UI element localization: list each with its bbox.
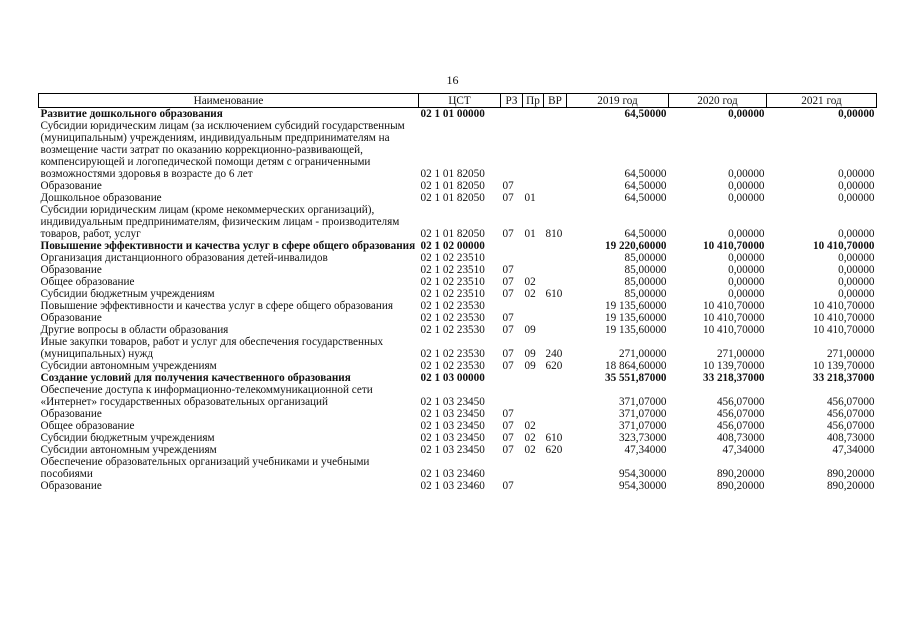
row-2019: 85,00000	[624, 264, 667, 276]
row-name: Образование	[40, 312, 102, 324]
row-pr: 01	[524, 192, 536, 204]
row-cst: 02 1 03 23450	[420, 420, 485, 432]
row-2021: 47,34000	[832, 444, 875, 456]
row-name: Субсидии бюджетным учреждениям	[40, 432, 215, 444]
row-2019: 64,50000	[624, 180, 667, 192]
row-pr	[523, 240, 544, 252]
table-row	[39, 264, 877, 276]
header-row	[39, 94, 877, 108]
row-2019: 85,00000	[624, 288, 667, 300]
row-vr: 620	[545, 444, 563, 456]
row-name: Развитие дошкольного образования	[40, 108, 223, 120]
budget-table	[38, 93, 877, 492]
row-vr	[544, 108, 567, 121]
row-2021: 890,20000	[826, 468, 875, 480]
row-2019: 954,30000	[618, 480, 667, 492]
row-cst: 02 1 02 23510	[420, 288, 485, 300]
row-rz: 07	[502, 420, 514, 432]
row-cst: 02 1 02 23530	[420, 324, 485, 336]
row-cst: 02 1 01 82050	[420, 180, 485, 192]
row-name: Повышение эффективности и качества услуг в сфере общего образования	[40, 240, 416, 252]
row-name: Субсидии бюджетным учреждениям	[40, 288, 215, 300]
table-row	[39, 360, 877, 372]
row-2019: 35 551,87000	[604, 372, 667, 384]
row-cst: 02 1 03 00000	[420, 372, 485, 384]
row-cst: 02 1 03 23460	[420, 468, 485, 480]
row-name: Субсидии автономным учреждениям	[40, 360, 217, 372]
row-2020: 0,00000	[728, 168, 765, 180]
table-row	[39, 408, 877, 420]
table-row	[39, 252, 877, 264]
row-2019: 371,07000	[618, 420, 667, 432]
row-2019: 19 135,60000	[604, 312, 667, 324]
row-2021: 0,00000	[838, 180, 875, 192]
row-2020: 0,00000	[728, 252, 765, 264]
row-vr	[544, 276, 567, 288]
row-2020: 408,73000	[716, 432, 765, 444]
row-2019: 371,07000	[618, 396, 667, 408]
row-2020: 890,20000	[716, 468, 765, 480]
row-cst: 02 1 03 23460	[420, 480, 485, 492]
row-name: Субсидии юридическим лицам (кроме некоммерческих организаций), индивидуальным предпринимателям, физическим лицам - производителям товаров, работ, услуг	[40, 204, 400, 240]
row-2020: 10 139,70000	[702, 360, 765, 372]
row-name: Образование	[40, 480, 102, 492]
row-2019: 19 135,60000	[604, 300, 667, 312]
header-cst: ЦСТ	[419, 94, 501, 108]
row-pr	[523, 456, 544, 480]
page-number: 16	[446, 73, 459, 87]
row-2021: 10 410,70000	[812, 300, 875, 312]
row-pr: 02	[524, 444, 536, 456]
row-2019: 64,50000	[624, 168, 667, 180]
row-pr: 02	[524, 276, 536, 288]
row-vr	[544, 264, 567, 276]
row-rz: 07	[502, 276, 514, 288]
row-2019: 64,50000	[624, 192, 667, 204]
row-pr: 09	[524, 324, 536, 336]
row-2021: 10 410,70000	[812, 324, 875, 336]
row-rz: 07	[502, 480, 514, 492]
row-2020: 0,00000	[728, 288, 765, 300]
table-row	[39, 204, 877, 240]
header-pr: Пр	[523, 94, 544, 108]
row-pr	[523, 264, 544, 276]
row-2019: 954,30000	[618, 468, 667, 480]
row-2019: 64,50000	[624, 228, 667, 240]
row-cst: 02 1 01 82050	[420, 228, 485, 240]
row-cst: 02 1 02 23510	[420, 276, 485, 288]
row-cst: 02 1 01 82050	[420, 192, 485, 204]
table-header	[39, 94, 877, 108]
header-2019: 2019 год	[567, 94, 669, 108]
row-2021: 456,07000	[826, 396, 875, 408]
row-rz: 07	[502, 360, 514, 372]
table-row-section	[39, 372, 877, 384]
row-rz: 07	[502, 288, 514, 300]
row-cst: 02 1 03 23450	[420, 396, 485, 408]
row-2021: 10 410,70000	[812, 240, 875, 252]
row-2020: 0,00000	[728, 228, 765, 240]
row-2021: 456,07000	[826, 408, 875, 420]
row-2021: 0,00000	[838, 192, 875, 204]
row-vr	[544, 192, 567, 204]
header-vr: ВР	[544, 94, 567, 108]
row-2020: 0,00000	[728, 180, 765, 192]
row-rz	[501, 240, 523, 252]
row-2021: 0,00000	[838, 264, 875, 276]
row-pr: 02	[524, 432, 536, 444]
row-pr	[523, 312, 544, 324]
table-row	[39, 456, 877, 480]
row-2020: 456,07000	[716, 396, 765, 408]
row-2021: 408,73000	[826, 432, 875, 444]
row-cst: 02 1 02 23530	[420, 312, 485, 324]
row-2020: 33 218,37000	[702, 372, 765, 384]
row-2021: 0,00000	[838, 288, 875, 300]
row-name: Повышение эффективности и качества услуг в сфере общего образования	[40, 300, 394, 312]
row-2020: 0,00000	[728, 264, 765, 276]
row-2021: 0,00000	[838, 168, 875, 180]
header-2020: 2020 год	[669, 94, 767, 108]
row-rz: 07	[502, 348, 514, 360]
row-2019: 371,07000	[618, 408, 667, 420]
row-rz	[501, 120, 523, 180]
row-cst: 02 1 02 23530	[420, 360, 485, 372]
table-row	[39, 300, 877, 312]
row-2021: 271,00000	[826, 348, 875, 360]
row-2021: 10 139,70000	[812, 360, 875, 372]
row-2021: 0,00000	[838, 276, 875, 288]
row-pr	[523, 480, 544, 492]
table-row	[39, 288, 877, 300]
row-2020: 0,00000	[728, 192, 765, 204]
table-row	[39, 192, 877, 204]
header-2021: 2021 год	[767, 94, 877, 108]
row-cst: 02 1 03 23450	[420, 432, 485, 444]
row-name: Субсидии автономным учреждениям	[40, 444, 217, 456]
row-2021: 10 410,70000	[812, 312, 875, 324]
row-pr: 01	[524, 228, 536, 240]
row-rz	[501, 300, 523, 312]
row-cst: 02 1 03 23450	[420, 408, 485, 420]
row-rz: 07	[502, 180, 514, 192]
row-name: Субсидии юридическим лицам (за исключением субсидий государственным (муниципальным) учреждениям, индивидуальным предпринимателям на возмещение части затрат по оказанию коррекционно-развивающей, компенсирующей и логопедической помощи детям с ограниченными возможностями здоровья в возрасте до 6 лет	[40, 120, 405, 180]
row-2021: 33 218,37000	[812, 372, 875, 384]
row-rz: 07	[502, 264, 514, 276]
row-vr	[544, 180, 567, 192]
row-2020: 0,00000	[728, 276, 765, 288]
row-vr	[544, 408, 567, 420]
row-name: Организация дистанционного образования детей-инвалидов	[40, 252, 328, 264]
row-2020: 10 410,70000	[702, 240, 765, 252]
table-row-section	[39, 240, 877, 252]
row-2019: 18 864,60000	[604, 360, 667, 372]
row-vr	[544, 312, 567, 324]
row-vr	[544, 324, 567, 336]
row-name: Обеспечение образовательных организаций учебниками и учебными пособиями	[40, 456, 370, 480]
table-row	[39, 480, 877, 492]
row-2021: 0,00000	[838, 228, 875, 240]
row-vr	[544, 252, 567, 264]
row-2021: 456,07000	[826, 420, 875, 432]
row-2019: 64,50000	[624, 108, 667, 120]
row-2020: 10 410,70000	[702, 312, 765, 324]
row-2020: 456,07000	[716, 420, 765, 432]
row-pr	[523, 252, 544, 264]
table-row-section	[39, 108, 877, 121]
row-vr	[544, 300, 567, 312]
row-rz: 07	[502, 432, 514, 444]
table-body	[39, 108, 877, 493]
table-row	[39, 444, 877, 456]
row-rz	[501, 252, 523, 264]
row-pr	[523, 384, 544, 408]
row-pr	[523, 120, 544, 180]
row-pr	[523, 408, 544, 420]
row-rz: 07	[502, 312, 514, 324]
table-row	[39, 324, 877, 336]
row-cst: 02 1 02 23510	[420, 252, 485, 264]
row-pr: 09	[524, 360, 536, 372]
row-name: Дошкольное образование	[40, 192, 162, 204]
row-2019: 85,00000	[624, 276, 667, 288]
row-name: Иные закупки товаров, работ и услуг для обеспечения государственных (муниципальных) нужд	[40, 336, 384, 360]
row-pr	[523, 108, 544, 121]
row-name: Другие вопросы в области образования	[40, 324, 229, 336]
row-cst: 02 1 02 23510	[420, 264, 485, 276]
row-rz: 07	[502, 408, 514, 420]
row-2021: 0,00000	[838, 108, 875, 120]
row-name: Образование	[40, 264, 102, 276]
row-pr	[523, 180, 544, 192]
table-row	[39, 336, 877, 360]
row-rz	[501, 384, 523, 408]
table-row	[39, 276, 877, 288]
row-vr	[544, 240, 567, 252]
table-row	[39, 432, 877, 444]
row-cst: 02 1 02 23530	[420, 300, 485, 312]
row-vr: 620	[545, 360, 563, 372]
row-cst: 02 1 02 00000	[420, 240, 485, 252]
row-name: Обеспечение доступа к информационно-телекоммуникационной сети «Интернет» государственных образовательных организаций	[40, 384, 373, 408]
row-vr: 610	[545, 288, 563, 300]
row-pr: 02	[524, 288, 536, 300]
row-vr	[544, 420, 567, 432]
row-cst: 02 1 03 23450	[420, 444, 485, 456]
row-vr: 240	[545, 348, 563, 360]
row-2020: 0,00000	[728, 108, 765, 120]
row-2021: 890,20000	[826, 480, 875, 492]
row-rz: 07	[502, 228, 514, 240]
row-2019: 323,73000	[618, 432, 667, 444]
row-pr	[523, 372, 544, 384]
row-name: Образование	[40, 408, 102, 420]
row-vr	[544, 372, 567, 384]
row-vr: 810	[545, 228, 563, 240]
row-name: Общее образование	[40, 420, 135, 432]
row-rz	[501, 108, 523, 121]
row-2019: 19 135,60000	[604, 324, 667, 336]
table-row	[39, 120, 877, 180]
row-name: Создание условий для получения качественного образования	[40, 372, 351, 384]
row-pr	[523, 300, 544, 312]
row-rz: 07	[502, 444, 514, 456]
row-vr	[544, 384, 567, 408]
row-vr	[544, 456, 567, 480]
row-2020: 10 410,70000	[702, 324, 765, 336]
row-2020: 456,07000	[716, 408, 765, 420]
row-pr: 09	[524, 348, 536, 360]
row-2019: 47,34000	[624, 444, 667, 456]
row-rz	[501, 456, 523, 480]
table-row	[39, 312, 877, 324]
row-cst: 02 1 02 23530	[420, 348, 485, 360]
row-rz	[501, 372, 523, 384]
header-name: Наименование	[39, 94, 419, 108]
row-pr: 02	[524, 420, 536, 432]
table-row	[39, 420, 877, 432]
row-name: Общее образование	[40, 276, 135, 288]
row-cst: 02 1 01 00000	[420, 108, 485, 120]
row-2020: 47,34000	[722, 444, 765, 456]
row-2019: 271,00000	[618, 348, 667, 360]
row-rz: 07	[502, 324, 514, 336]
row-2020: 10 410,70000	[702, 300, 765, 312]
table-row	[39, 180, 877, 192]
row-vr	[544, 480, 567, 492]
row-2021: 0,00000	[838, 252, 875, 264]
row-rz: 07	[502, 192, 514, 204]
row-2020: 890,20000	[716, 480, 765, 492]
row-2019: 85,00000	[624, 252, 667, 264]
row-cst: 02 1 01 82050	[420, 168, 485, 180]
table-row	[39, 384, 877, 408]
row-2020: 271,00000	[716, 348, 765, 360]
row-name: Образование	[40, 180, 102, 192]
header-rz: РЗ	[501, 94, 523, 108]
row-2019: 19 220,60000	[604, 240, 667, 252]
row-vr	[544, 120, 567, 180]
row-vr: 610	[545, 432, 563, 444]
